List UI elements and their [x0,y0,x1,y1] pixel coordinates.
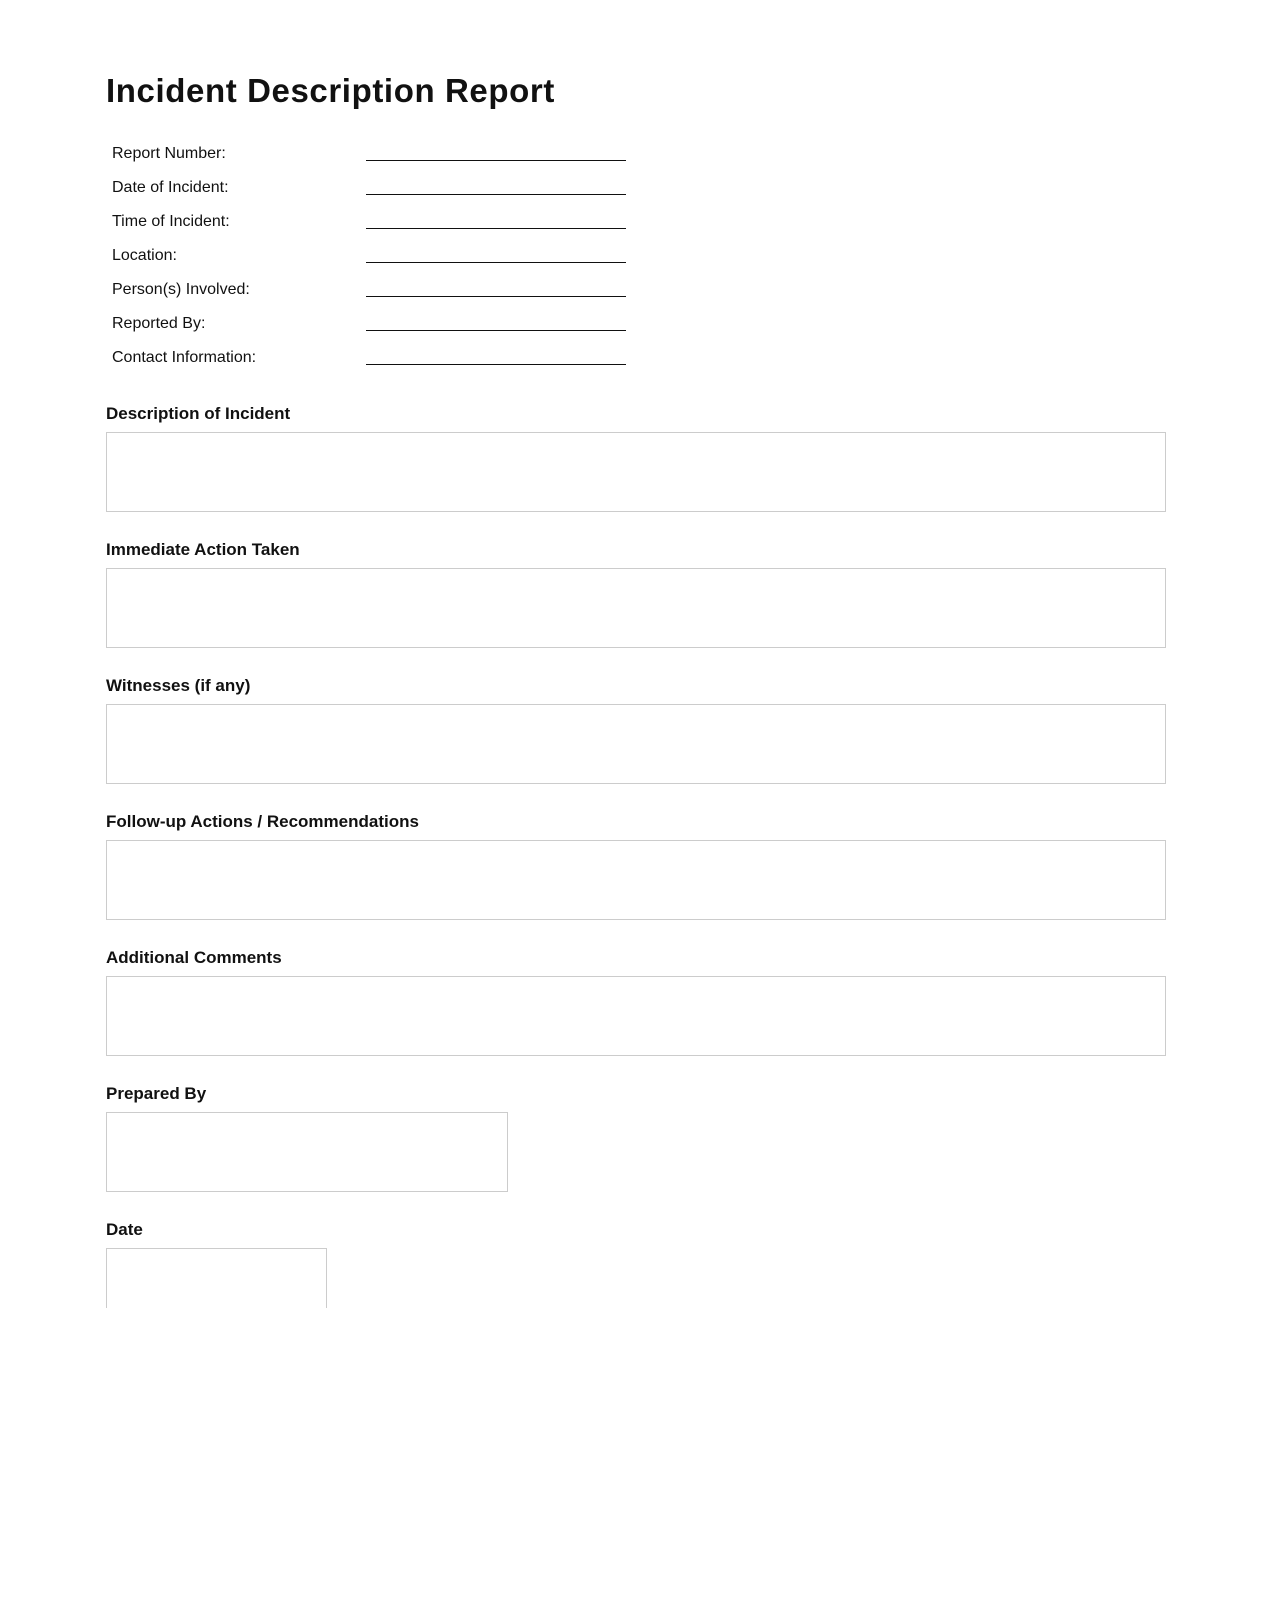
witnesses-box[interactable] [106,704,1166,784]
field-label: Contact Information: [112,349,257,366]
page-title: Incident Description Report [106,72,555,109]
date-of-incident-blank[interactable] [366,194,626,195]
persons-involved-blank[interactable] [366,296,626,297]
time-of-incident-blank[interactable] [366,228,626,229]
header-fields [112,142,632,380]
field-report-number [112,142,632,176]
field-label: Time of Incident: [112,213,230,230]
field-reported-by [112,312,632,346]
comments-box[interactable] [106,976,1166,1056]
date-box[interactable] [106,1248,327,1308]
follow-up-heading: Follow-up Actions / Recommendations [106,812,419,831]
reported-by-blank[interactable] [366,330,626,331]
field-time-of-incident [112,210,632,244]
field-label: Report Number: [112,145,226,162]
date-heading: Date [106,1220,143,1239]
description-heading: Description of Incident [106,404,291,423]
field-label: Person(s) Involved: [112,281,250,298]
prepared-by-box[interactable] [106,1112,508,1192]
field-label: Location: [112,247,177,264]
prepared-by-heading: Prepared By [106,1084,207,1103]
field-label: Date of Incident: [112,179,229,196]
immediate-action-heading: Immediate Action Taken [106,540,300,559]
location-blank[interactable] [366,262,626,263]
comments-heading: Additional Comments [106,948,282,967]
field-contact-information [112,346,632,380]
field-location [112,244,632,278]
report-number-blank[interactable] [366,160,626,161]
field-persons-involved [112,278,632,312]
witnesses-heading: Witnesses (if any) [106,676,251,695]
contact-information-blank[interactable] [366,364,626,365]
follow-up-box[interactable] [106,840,1166,920]
description-box[interactable] [106,432,1166,512]
field-date-of-incident [112,176,632,210]
field-label: Reported By: [112,315,206,332]
immediate-action-box[interactable] [106,568,1166,648]
